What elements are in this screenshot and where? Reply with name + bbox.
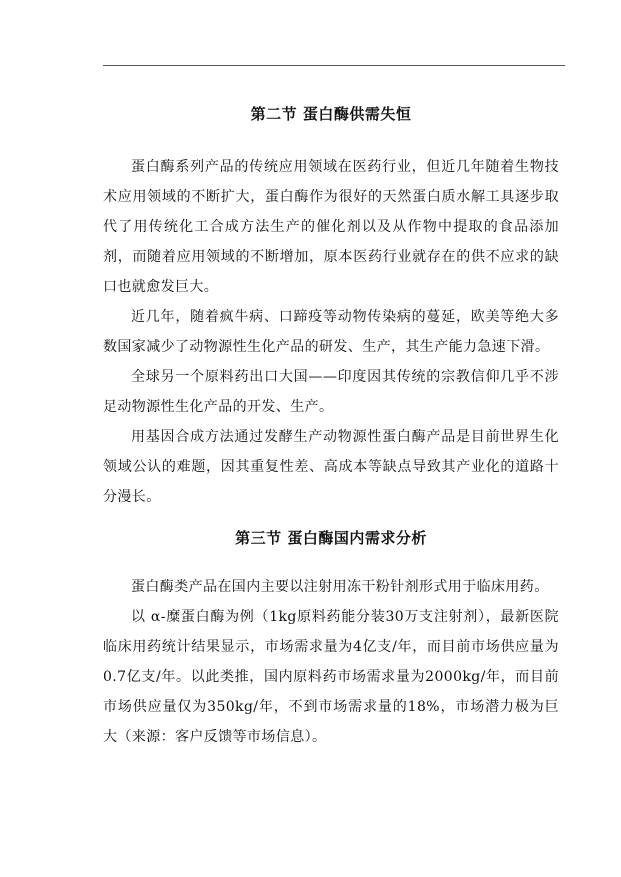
section-3-paragraph-1: 蛋白酶类产品在国内主要以注射用冻干粉针剂形式用于临床用药。: [131, 579, 549, 595]
header-rule: [103, 65, 565, 66]
section-2-paragraph-1: 蛋白酶系列产品的传统应用领域在医药行业，但近几年随着生物技术应用领域的不断扩大，蛋白酶作为很好的天然蛋白质水解工具逐步取代了用传统化工合成方法生产的催化剂以及从作物中提取的食品添加剂，而随着应用领域的不断增加，原本医药行业就存在的供不应求的缺口也就愈发巨大。: [103, 159, 559, 295]
section-3-heading: 第三节 蛋白酶国内需求分析: [235, 529, 427, 547]
document-body: [103, 100, 559, 752]
section-2-paragraph-2: 近几年，随着疯牛病、口蹄疫等动物传染病的蔓延，欧美等绝大多数国家减少了动物源性生化产品的研发、生产，其生产能力急速下滑。: [103, 309, 559, 355]
section-2-heading: 第二节 蛋白酶供需失恒: [250, 105, 412, 123]
section-2-paragraph-3: 全球另一个原料药出口大国——印度因其传统的宗教信仰几乎不涉足动物源性生化产品的开发、生产。: [103, 369, 559, 415]
section-3-paragraph-2: 以 α-糜蛋白酶为例（1kg原料药能分装30万支注射剂），最新医院临床用药统计结果显示，市场需求量为4亿支/年，而目前市场供应量为0.7亿支/年。以此类推，国内原料药市场需求量为2000kg/年，而目前市场供应量仅为350kg/年，不到市场需求量的18%，市场潜力极为巨大（来源：客户反馈等市场信息）。: [103, 609, 559, 745]
section-2-paragraph-4: 用基因合成方法通过发酵生产动物源性蛋白酶产品是目前世界生化领域公认的难题，因其重复性差、高成本等缺点导致其产业化的道路十分漫长。: [103, 429, 559, 505]
